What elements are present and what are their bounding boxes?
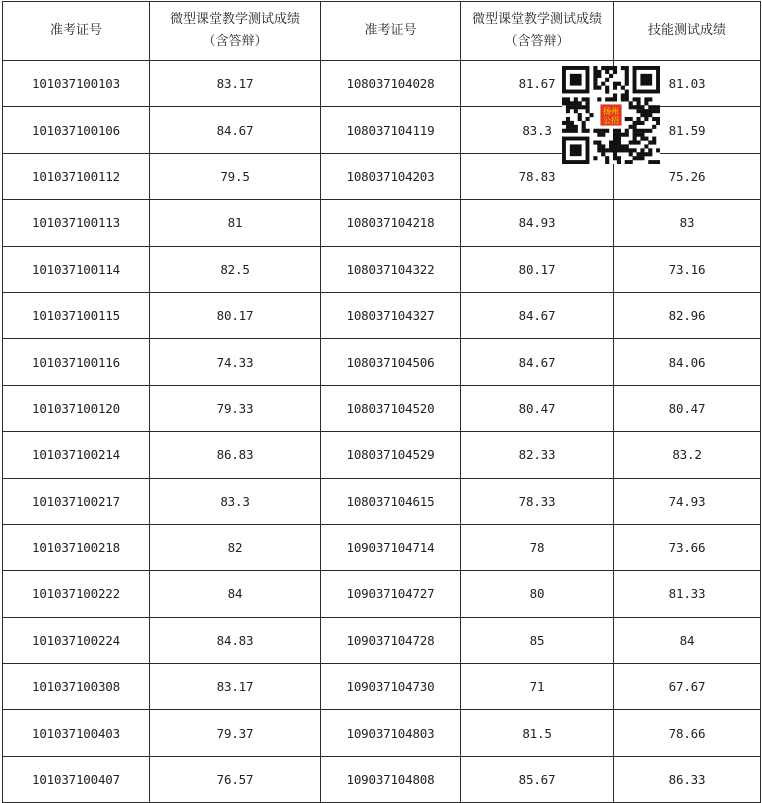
cell-skill-score: 81.03 bbox=[614, 61, 761, 107]
cell-exam-id-2: 108037104327 bbox=[321, 292, 461, 338]
header-line: （含答辩） bbox=[202, 34, 268, 49]
cell-exam-id-1: 101037100308 bbox=[3, 664, 150, 710]
cell-exam-id-2: 108037104615 bbox=[321, 478, 461, 524]
cell-skill-score: 83 bbox=[614, 200, 761, 246]
cell-exam-id-2: 108037104322 bbox=[321, 246, 461, 292]
cell-exam-id-2: 108037104203 bbox=[321, 153, 461, 199]
cell-micro-lesson-score-1: 81 bbox=[150, 200, 321, 246]
table-row bbox=[3, 571, 761, 617]
table-row bbox=[3, 756, 761, 802]
cell-micro-lesson-score-2: 80.17 bbox=[461, 246, 614, 292]
cell-skill-score: 78.66 bbox=[614, 710, 761, 756]
table-row bbox=[3, 617, 761, 663]
cell-exam-id-1: 101037100407 bbox=[3, 756, 150, 802]
cell-micro-lesson-score-2: 78 bbox=[461, 524, 614, 570]
cell-micro-lesson-score-2: 84.67 bbox=[461, 292, 614, 338]
cell-exam-id-2: 109037104727 bbox=[321, 571, 461, 617]
cell-micro-lesson-score-2: 85 bbox=[461, 617, 614, 663]
cell-micro-lesson-score-1: 82 bbox=[150, 524, 321, 570]
cell-skill-score: 74.93 bbox=[614, 478, 761, 524]
table-row bbox=[3, 385, 761, 431]
cell-exam-id-1: 101037100113 bbox=[3, 200, 150, 246]
header-skill-score: 技能测试成绩 bbox=[614, 2, 761, 61]
cell-micro-lesson-score-2: 85.67 bbox=[461, 756, 614, 802]
cell-exam-id-1: 101037100115 bbox=[3, 292, 150, 338]
table-row bbox=[3, 292, 761, 338]
cell-micro-lesson-score-1: 84.67 bbox=[150, 107, 321, 153]
table-row bbox=[3, 710, 761, 756]
cell-micro-lesson-score-1: 86.83 bbox=[150, 432, 321, 478]
cell-skill-score: 83.2 bbox=[614, 432, 761, 478]
cell-exam-id-1: 101037100224 bbox=[3, 617, 150, 663]
cell-skill-score: 84 bbox=[614, 617, 761, 663]
cell-exam-id-2: 108037104218 bbox=[321, 200, 461, 246]
cell-skill-score: 80.47 bbox=[614, 385, 761, 431]
header-line: 微型课堂教学测试成绩 bbox=[471, 12, 602, 27]
cell-exam-id-2: 109037104730 bbox=[321, 664, 461, 710]
header-row bbox=[3, 2, 761, 61]
cell-exam-id-2: 108037104119 bbox=[321, 107, 461, 153]
cell-micro-lesson-score-1: 74.33 bbox=[150, 339, 321, 385]
cell-skill-score: 73.66 bbox=[614, 524, 761, 570]
cell-exam-id-1: 101037100103 bbox=[3, 61, 150, 107]
cell-micro-lesson-score-2: 82.33 bbox=[461, 432, 614, 478]
header-exam-id-1: 准考证号 bbox=[3, 2, 150, 61]
cell-skill-score: 82.96 bbox=[614, 292, 761, 338]
qr-code-watermark bbox=[562, 66, 660, 164]
cell-micro-lesson-score-1: 82.5 bbox=[150, 246, 321, 292]
header-micro-lesson-score-1 bbox=[150, 2, 321, 61]
cell-micro-lesson-score-1: 83.17 bbox=[150, 664, 321, 710]
cell-micro-lesson-score-2: 71 bbox=[461, 664, 614, 710]
cell-skill-score: 81.59 bbox=[614, 107, 761, 153]
cell-exam-id-1: 101037100120 bbox=[3, 385, 150, 431]
cell-skill-score: 75.26 bbox=[614, 153, 761, 199]
cell-micro-lesson-score-2: 84.67 bbox=[461, 339, 614, 385]
table-row bbox=[3, 200, 761, 246]
cell-skill-score: 84.06 bbox=[614, 339, 761, 385]
cell-micro-lesson-score-2: 78.33 bbox=[461, 478, 614, 524]
table-row bbox=[3, 339, 761, 385]
table-row bbox=[3, 524, 761, 570]
cell-exam-id-2: 109037104808 bbox=[321, 756, 461, 802]
cell-micro-lesson-score-2: 78.83 bbox=[461, 153, 614, 199]
cell-exam-id-1: 101037100106 bbox=[3, 107, 150, 153]
cell-skill-score: 81.33 bbox=[614, 571, 761, 617]
header-exam-id-2: 准考证号 bbox=[321, 2, 461, 61]
table-row bbox=[3, 664, 761, 710]
table-row bbox=[3, 432, 761, 478]
cell-micro-lesson-score-1: 84 bbox=[150, 571, 321, 617]
cell-micro-lesson-score-1: 76.57 bbox=[150, 756, 321, 802]
cell-exam-id-2: 109037104803 bbox=[321, 710, 461, 756]
cell-exam-id-2: 108037104529 bbox=[321, 432, 461, 478]
cell-exam-id-1: 101037100222 bbox=[3, 571, 150, 617]
header-micro-lesson-score-2 bbox=[461, 2, 614, 61]
cell-exam-id-1: 101037100214 bbox=[3, 432, 150, 478]
table-row bbox=[3, 478, 761, 524]
cell-micro-lesson-score-2: 81.67 bbox=[461, 61, 614, 107]
qr-logo-text: 扬州 bbox=[603, 107, 619, 117]
cell-micro-lesson-score-2: 84.93 bbox=[461, 200, 614, 246]
cell-exam-id-2: 108037104028 bbox=[321, 61, 461, 107]
cell-exam-id-1: 101037100112 bbox=[3, 153, 150, 199]
header-line: （含答辩） bbox=[504, 34, 570, 49]
qr-logo-text: 公招 bbox=[603, 116, 619, 126]
cell-micro-lesson-score-1: 79.37 bbox=[150, 710, 321, 756]
cell-skill-score: 73.16 bbox=[614, 246, 761, 292]
cell-exam-id-1: 101037100218 bbox=[3, 524, 150, 570]
table-header bbox=[3, 2, 761, 61]
cell-micro-lesson-score-2: 80 bbox=[461, 571, 614, 617]
cell-micro-lesson-score-1: 79.5 bbox=[150, 153, 321, 199]
table-body bbox=[3, 61, 761, 803]
cell-exam-id-2: 109037104728 bbox=[321, 617, 461, 663]
cell-exam-id-2: 109037104714 bbox=[321, 524, 461, 570]
cell-exam-id-2: 108037104520 bbox=[321, 385, 461, 431]
cell-exam-id-1: 101037100116 bbox=[3, 339, 150, 385]
cell-micro-lesson-score-1: 83.3 bbox=[150, 478, 321, 524]
cell-micro-lesson-score-1: 83.17 bbox=[150, 61, 321, 107]
cell-micro-lesson-score-1: 80.17 bbox=[150, 292, 321, 338]
cell-skill-score: 67.67 bbox=[614, 664, 761, 710]
cell-micro-lesson-score-1: 84.83 bbox=[150, 617, 321, 663]
qr-code-icon bbox=[562, 66, 660, 164]
cell-micro-lesson-score-2: 81.5 bbox=[461, 710, 614, 756]
cell-exam-id-1: 101037100114 bbox=[3, 246, 150, 292]
cell-exam-id-2: 108037104506 bbox=[321, 339, 461, 385]
cell-micro-lesson-score-2: 80.47 bbox=[461, 385, 614, 431]
cell-micro-lesson-score-1: 79.33 bbox=[150, 385, 321, 431]
cell-exam-id-1: 101037100403 bbox=[3, 710, 150, 756]
header-line: 微型课堂教学测试成绩 bbox=[169, 12, 300, 27]
cell-micro-lesson-score-2: 83.3 bbox=[461, 107, 614, 153]
table-row bbox=[3, 246, 761, 292]
cell-exam-id-1: 101037100217 bbox=[3, 478, 150, 524]
cell-skill-score: 86.33 bbox=[614, 756, 761, 802]
